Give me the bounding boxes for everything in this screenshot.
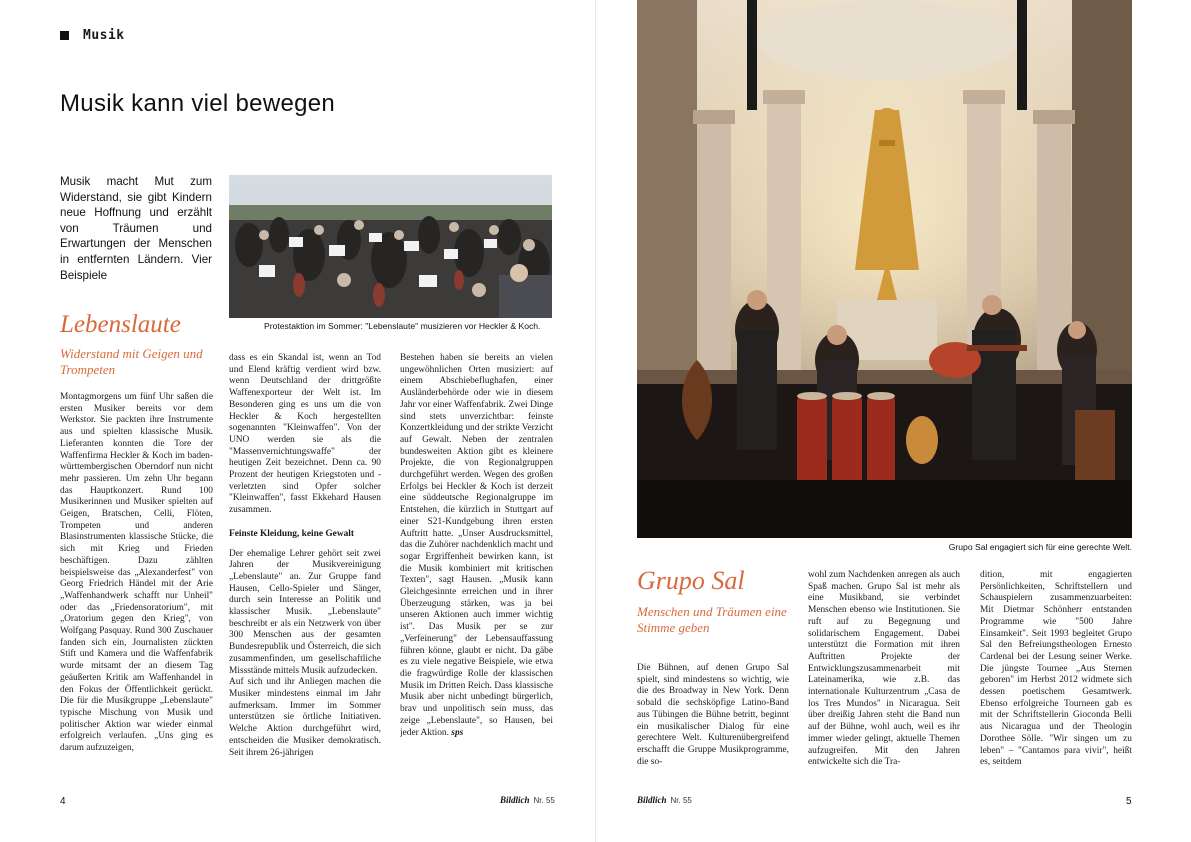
concert-photo-caption: Grupo Sal engagiert sich für eine gerechte Welt. (948, 542, 1132, 552)
issue-number: Nr. 55 (533, 795, 555, 805)
text-column-3 (400, 353, 553, 780)
col2-paragraph-3: Auf sich und ihr Anliegen machen die Musiker mindestens einmal im Jahr aufmerksam. Immer im Sommer unterstützen sie örtliche Initiativen. Welche Aktion durchgeführt wird, entscheiden die Musiker demokratisch. Seit ihrem 26-jährigen (229, 677, 381, 758)
text-column-1 (60, 392, 213, 780)
right-page (596, 0, 1191, 842)
protest-photo-caption: Protestaktion im Sommer: "Lebenslaute" musizieren vor Heckler & Koch. (264, 321, 541, 331)
col2-paragraph-2: Der ehemalige Lehrer gehört seit zwei Jahren der Musikvereinigung „Lebenslaute" an. Zur Gruppe fand Hausen, Cello-Spieler und Sänger, durch sein Interesse an Politik und klassischer Musik. „Lebenslaute" beschreibt er als ein Netzwerk von über 300 Menschen aus der gesamten Bundesrepublik und Österreich, die sich zusammenfinden, um gesellschaftliche Missstände mittels Musik aufzudecken. (229, 548, 381, 676)
text-column-2 (229, 353, 381, 780)
section-label-text: Musik (83, 28, 125, 43)
page-headline: Musik kann viel bewegen (60, 90, 336, 117)
magazine-logo: Bildlich (500, 795, 530, 805)
section-square-icon (60, 31, 69, 40)
issue-number-right: Nr. 55 (670, 795, 692, 805)
article-title-lebenslaute: Lebenslaute (60, 311, 181, 338)
concert-photo (637, 0, 1132, 538)
page-number-left: 4 (60, 796, 66, 807)
right-col1-paragraph: Die Bühnen, auf denen Grupo Sal spielt, sind mindestens so wichtig, wie die des Broadway in New York. Denn sobald die sechsköpfige Latino-Band aus Tübingen die Bühne betritt, beginnt ein musikalischer Dialog für eine gerechtere Welt. Kulturenübergreifend erschafft die Gruppe Musikprogramme, die so- (637, 663, 789, 767)
footer-right (637, 795, 692, 805)
protest-photo (229, 175, 552, 318)
article-title-grupo-sal: Grupo Sal (637, 566, 745, 595)
left-page (0, 0, 595, 842)
col3-paragraph: Bestehen haben sie bereits an vielen ungewöhnlichen Orten musiziert: auf einem Abschiebeflughafen, einer Ausländerbehörde oder wie in diesem Jahr vor einer Waffenfabrik. Zwei Dinge sind stets unverzichtbar: feinste Konzertkleidung und der strikte Verzicht auf Gewalt. Neben der zentralen bundesweiten Aktion gibt es kleinere Projekte, die von Regionalgruppen durchgeführt werden. Wegen des großen Erfolgs bei Heckler & Koch ist derzeit eine süddeutsche Regionalgruppe im Entstehen, die kürzlich in Stuttgart auf einer S21-Kundgebung ihren ersten Auftritt hatte. „Unser Ausdrucksmittel, das die Zuhörer nachdenklich macht und sogar Ergriffenheit bewirken kann, ist die Musik kombiniert mit kritischen Texten", sagt Hausen. „Musik kann Gleichgesinnte erreichen und in ihrer Überzeugung stärken, was ja bei unseren Aktionen auch immer wichtig ist". Das Musik per se zur „Verfeinerung" der Lebensauffassung führen könne, glaubt er nicht. Da gäbe es zu viele negative Beispiele, wie etwa die fragwürdige Rolle der klassischen Musik im Dritten Reich. Dass klassische Musik aber nicht unbedingt bürgerlich, brav und unpolitisch sein muss, das zeige „Lebenslaute", so Hausen, bei jeder Aktion. (400, 353, 553, 738)
col2-paragraph-1: dass es ein Skandal ist, wenn an Tod und Elend kräftig verdient wird bzw. wenn Deutschland der drittgrößte Waffenexporteur der Welt ist. Im Besonderen ging es uns um die von Heckler & Koch hergestellten sogenannten "Kleinwaffen". Von der UNO werden sie als die "Massenvernichtungswaffe" der heutigen Zeit bezeichnet. Denn ca. 90 Prozent der heutigen Kriegstoten und -verletzten sind Opfer solcher "Kleinwaffen", fasst Ekkehard Hausen zusammen. (229, 353, 381, 516)
right-col3-paragraph: dition, mit engagierten Persönlichkeiten, Schriftstellern und Schauspielern zusammenzuarbeiten: Mit Dietmar Schönherr entstanden Programme wie "500 Jahre Einsamkeit". Seit 1993 begleitet Grupo Sal den Befreiungstheologen Ernesto Cardenal bei der Lesung seiner Werke. Die jüngste Tournee „Aus Sternen geboren" im Herbst 2012 widmete sich dessen poetischem Gesamtwerk. Ebenso erfolgreiche Tourneen gab es mit der Schriftstellerin Gioconda Belli aus Nicaragua und der Theologin Dorothee Sölle. "Wir singen um zu leben" – "Cantamos para vivir", heißt es, seitdem (980, 570, 1132, 768)
right-text-column-3 (980, 570, 1132, 783)
col1-paragraph: Montagmorgens um fünf Uhr saßen die ersten Musiker bereits vor dem Werkstor. Sie packten ihre Instrumente aus und spielten klassische Musik. Lieferanten konnten die Tore der Waffenfirma Heckler & Koch im baden-württembergischen Oberndorf nun nicht mehr passieren. Um zehn Uhr begann das Hauptkonzert. Rund 100 Musikerinnen und Musiker spielten auf Geigen, Bratschen, Celli, Flöten, Trompeten und anderen Blasinstrumenten klassische Stücke, die sich mit Krieg und Frieden beschäftigen. Dazu zählten beispielsweise das „Alexanderfest" von Georg Friedrich Händel mit der Arie „Waffenhandwerk schafft nur Unheil" oder das „Friedensoratorium", mit „Oratorium gegen den Krieg", von Wolfgang Pasquay. Rund 300 Zuschauer fanden sich ein, Journalisten zückten Stift und Kamera und die Waffenfabrik wurde mitsamt der an diesem Tag geäußerten Kritik am Waffenhandel in den Fokus der Öffentlichkeit gerückt. Die für die Musikgruppe „Lebenslaute" typische Mischung von Musik und politischer Aktion war wieder einmal erfolgreich verlaufen. „Uns ging es darum aufzuzeigen, (60, 392, 213, 754)
col2-subheading: Feinste Kleidung, keine Gewalt (229, 528, 354, 539)
page-number-right: 5 (1126, 796, 1132, 807)
author-initials: sps (451, 727, 464, 738)
article-subtitle-grupo-sal: Menschen und Träumen eine Stimme geben (637, 604, 787, 635)
section-label (60, 28, 125, 43)
right-col2-paragraph: wohl zum Nachdenken anregen als auch Spaß machen. Grupo Sal ist mehr als eine Musikband, sie verbindet Menschen ebenso wie Institutionen. Sie ruft auf zu Begegnung und solidarischem Engagement. Dabei unterstützt die Formation mit ihren Auftritten Projekte der Entwicklungszusammenarbeit mit Lateinamerika, wie z.B. das internationale Kulturzentrum „Casa de los Tres Mundos" in Nicaragua. Seit über dreißig Jahren steht die Band nun auf der Bühne, wohl auch, weil es ihr immer wieder gelingt, aktuelle Themen aufzugreifen. Mit den Jahren entwickelte sich die Tra- (808, 570, 960, 768)
magazine-logo-right: Bildlich (637, 795, 667, 805)
right-text-column-2 (808, 570, 960, 783)
article-subtitle-lebenslaute: Widerstand mit Geigen und Trompeten (60, 346, 203, 377)
right-text-column-1 (637, 663, 789, 783)
lead-paragraph: Musik macht Mut zum Widerstand, sie gibt Kindern neue Hoffnung und erzählt von Träumen und Erwartungen der Menschen in entfernten Ländern. Vier Beispiele (60, 175, 212, 282)
footer-left (500, 795, 555, 805)
